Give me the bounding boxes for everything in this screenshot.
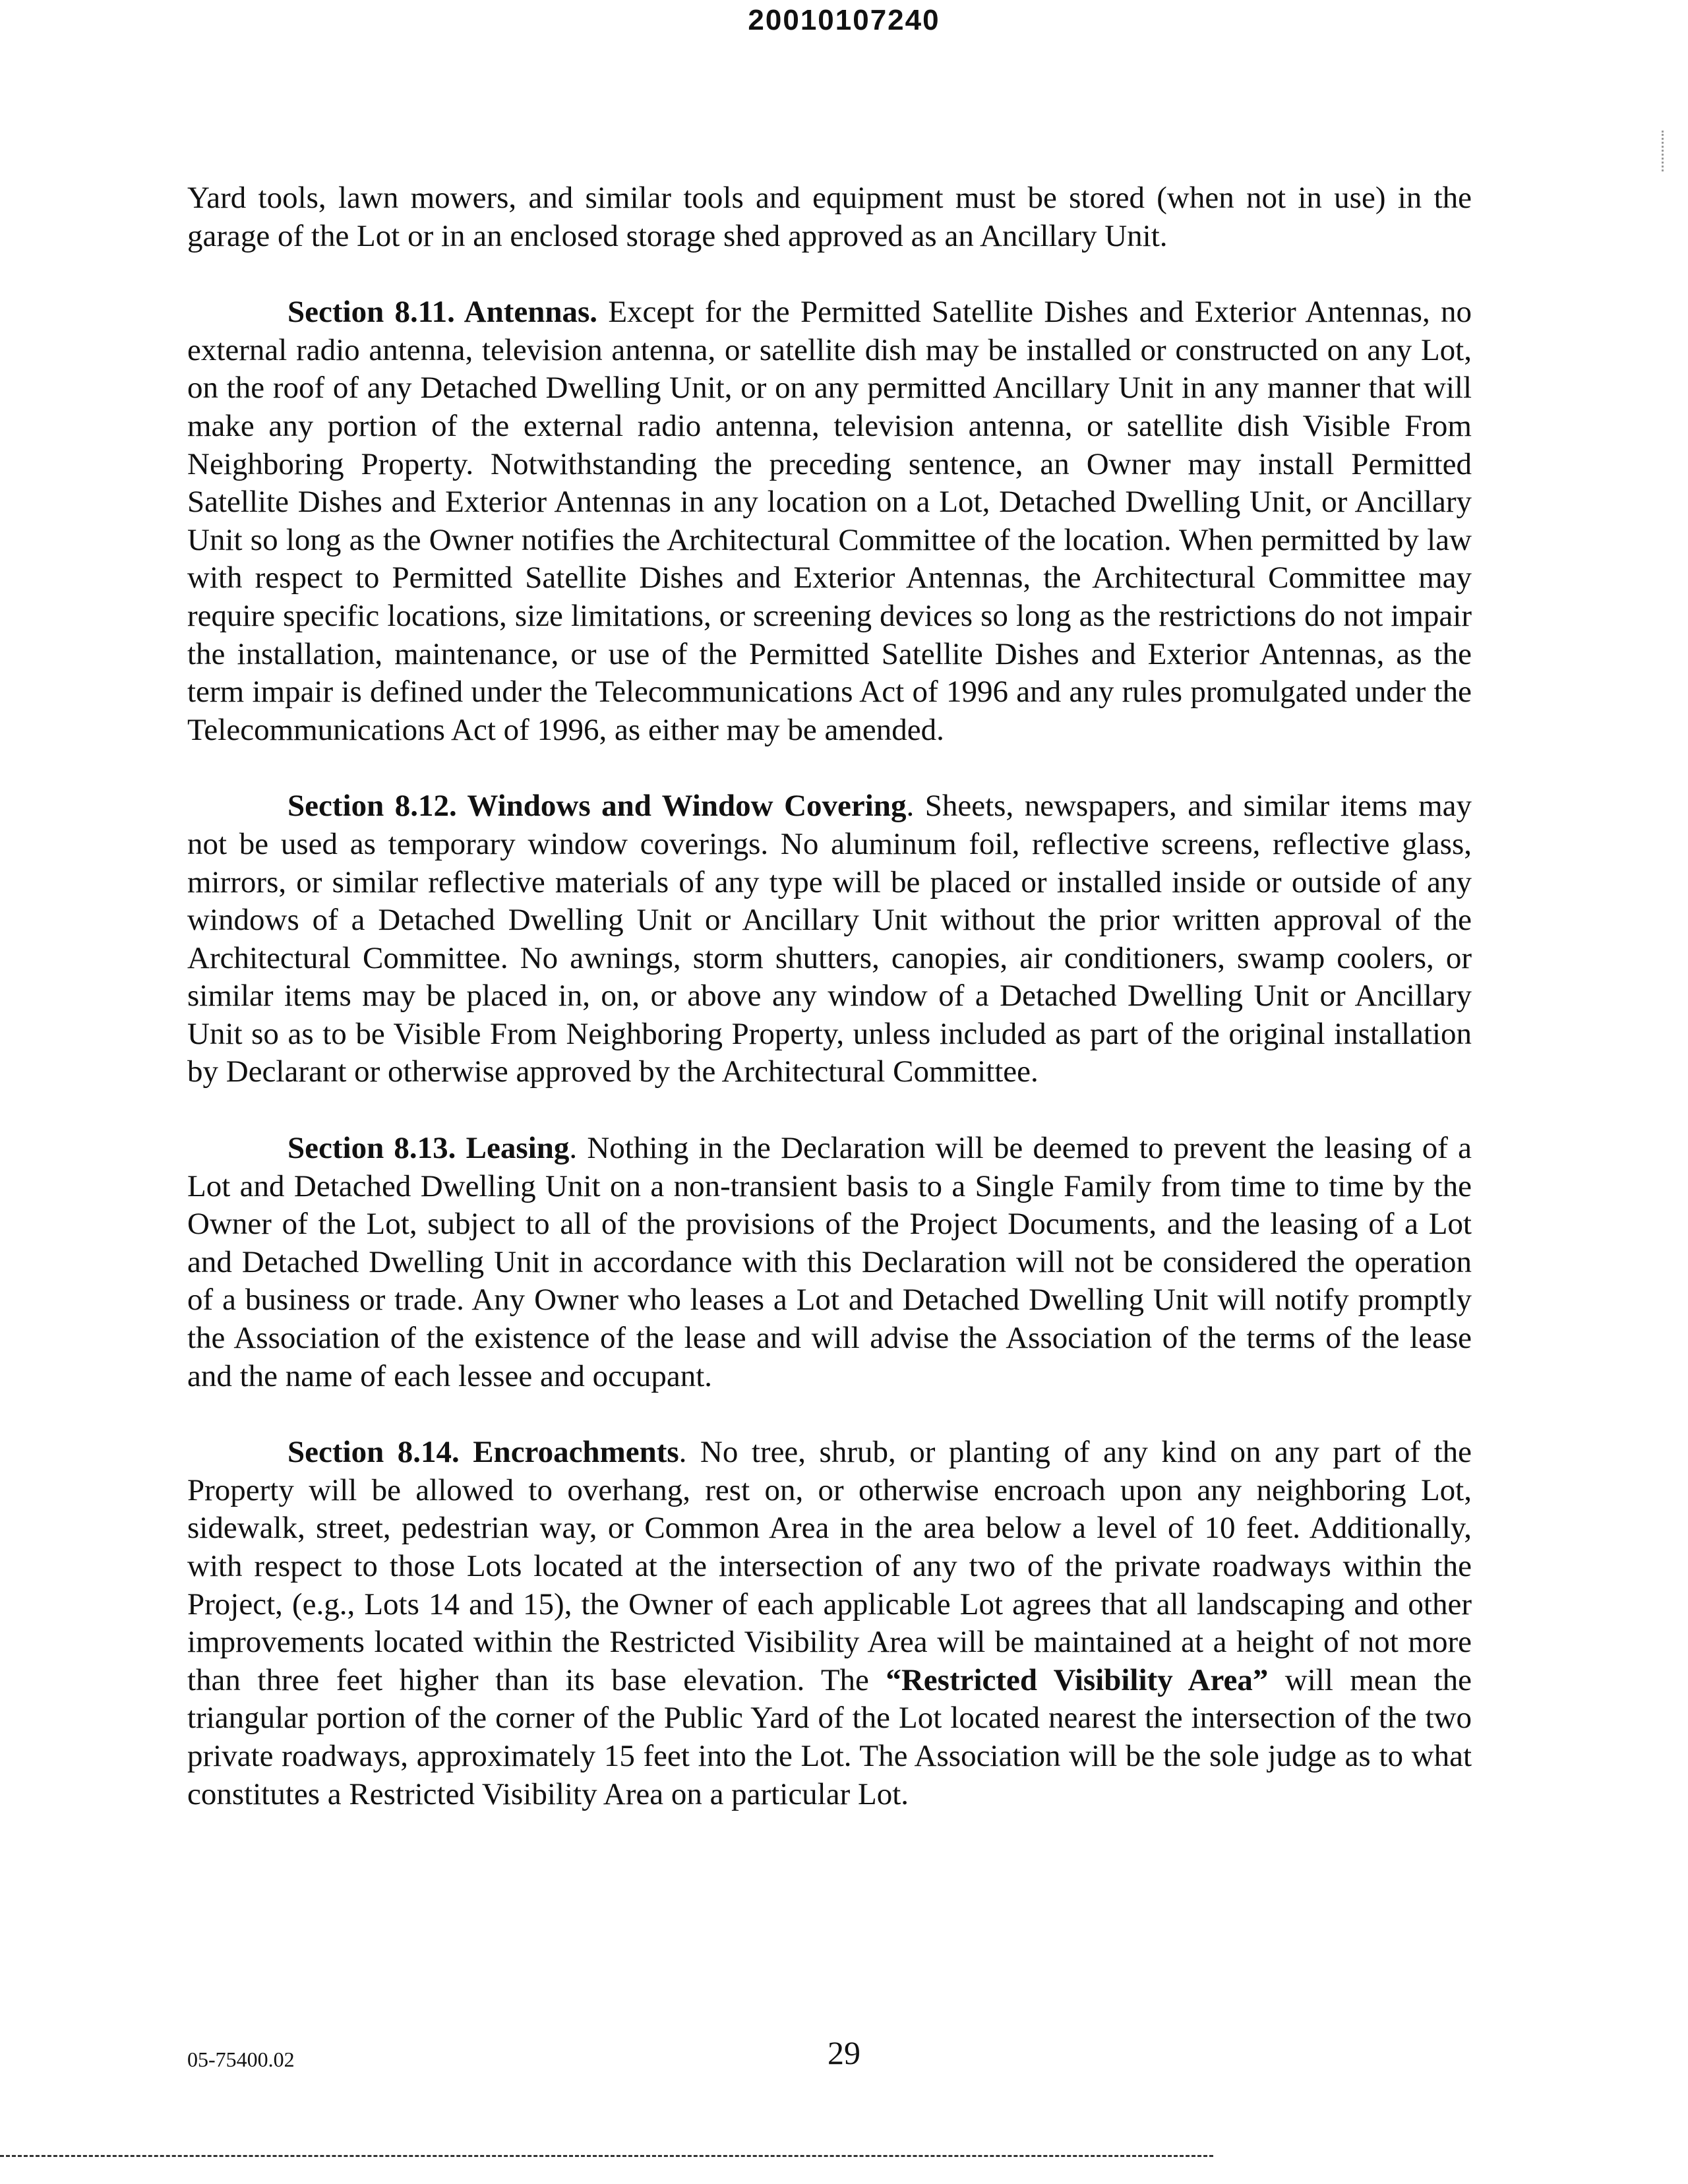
section-text: . Nothing in the Declaration will be deemed to prevent the leasing of a Lot and Detached Dwelling Unit on a non-transient basis to a Single Family from time to time by the Owner of the Lot, subject to all of the provisions of the Project Documents, and the leasing of a Lot and Detached Dwelling Unit in accordance with this Declaration will not be considered the operation of a business or trade. Any Owner who leases a Lot and Detached Dwelling Unit will notify promptly the Association of the existence of the lease and will advise the Association of the terms of the lease and the name of each lessee and occupant. — [187, 1131, 1472, 1393]
section-8-11-antennas — [187, 293, 1472, 749]
section-8-14-encroachments — [187, 1434, 1472, 1813]
defined-term: “Restricted Visibility Area” — [886, 1662, 1269, 1697]
paragraph-yard-tools: Yard tools, lawn mowers, and similar tools and equipment must be stored (when not in use) in the garage of the Lot or in an enclosed storage shed approved as an Ancillary Unit. — [187, 181, 1472, 253]
section-text: . Sheets, newspapers, and similar items may not be used as temporary window coverings. No aluminum foil, reflective screens, reflective glass, mirrors, or similar reflective materials of any type will be placed or installed inside or outside of any windows of a Detached Dwelling Unit or Ancillary Unit without the prior written approval of the Architectural Committee. No awnings, storm shutters, canopies, air conditioners, swamp coolers, or similar items may be placed in, on, or above any window of a Detached Dwelling Unit or Ancillary Unit so as to be Visible From Neighboring Property, unless included as part of the original installation by Declarant or otherwise approved by the Architectural Committee. — [187, 789, 1472, 1089]
margin-marks — [1662, 131, 1666, 171]
section-heading: Section 8.13. Leasing — [287, 1131, 570, 1166]
document-body — [187, 179, 1472, 1852]
section-text: will mean the triangular portion of the corner of the Public Yard of the Lot located nearest the intersection of the two private roadways, approximately 15 feet into the Lot. The Association will be the sole judge as to what constitutes a Restricted Visibility Area on a particular Lot. — [187, 1662, 1472, 1811]
section-text: . No tree, shrub, or planting of any kind on any part of the Property will be allowed to overhang, rest on, or otherwise encroach upon any neighboring Lot, sidewalk, street, pedestrian way, or Common Area in the area below a level of 10 feet. Additionally, with respect to those Lots located at the intersection of any two of the private roadways within the Project, (e.g., Lots 14 and 15), the Owner of each applicable Lot agrees that all landscaping and other improvements located within the Restricted Visibility Area will be maintained at a height of not more than three feet higher than its base elevation. The — [187, 1435, 1472, 1697]
page-number: 29 — [828, 2034, 860, 2071]
section-8-12-windows — [187, 787, 1472, 1091]
section-8-13-leasing — [187, 1130, 1472, 1395]
footer-document-code: 05-75400.02 — [187, 2048, 295, 2071]
section-heading: Section 8.14. Encroachments — [287, 1435, 679, 1470]
section-text: Except for the Permitted Satellite Dishes and Exterior Antennas, no external radio antenna, television antenna, or satellite dish may be installed or constructed on any Lot, on the roof of any Detached Dwelling Unit, or on any permitted Ancillary Unit in any manner that will make any portion of the external radio antenna, television antenna, or satellite dish Visible From Neighboring Property. Notwithstanding the preceding sentence, an Owner may install Permitted Satellite Dishes and Exterior Antennas in any location on a Lot, Detached Dwelling Unit, or Ancillary Unit so long as the Owner notifies the Architectural Committee of the location. When permitted by law with respect to Permitted Satellite Dishes and Exterior Antennas, the Architectural Committee may require specific locations, size limitations, or screening devices so long as the restrictions do not impair the installation, maintenance, or use of the Permitted Satellite Dishes and Exterior Antennas, as the term impair is defined under the Telecommunications Act of 1996 and any rules promulgated under the Telecommunications Act of 1996, as either may be amended. — [187, 295, 1472, 747]
bottom-scan-rule — [0, 2155, 1213, 2157]
section-heading: Section 8.11. Antennas. — [287, 295, 598, 330]
section-heading: Section 8.12. Windows and Window Covering — [287, 789, 907, 824]
document-number: 20010107240 — [748, 4, 940, 36]
